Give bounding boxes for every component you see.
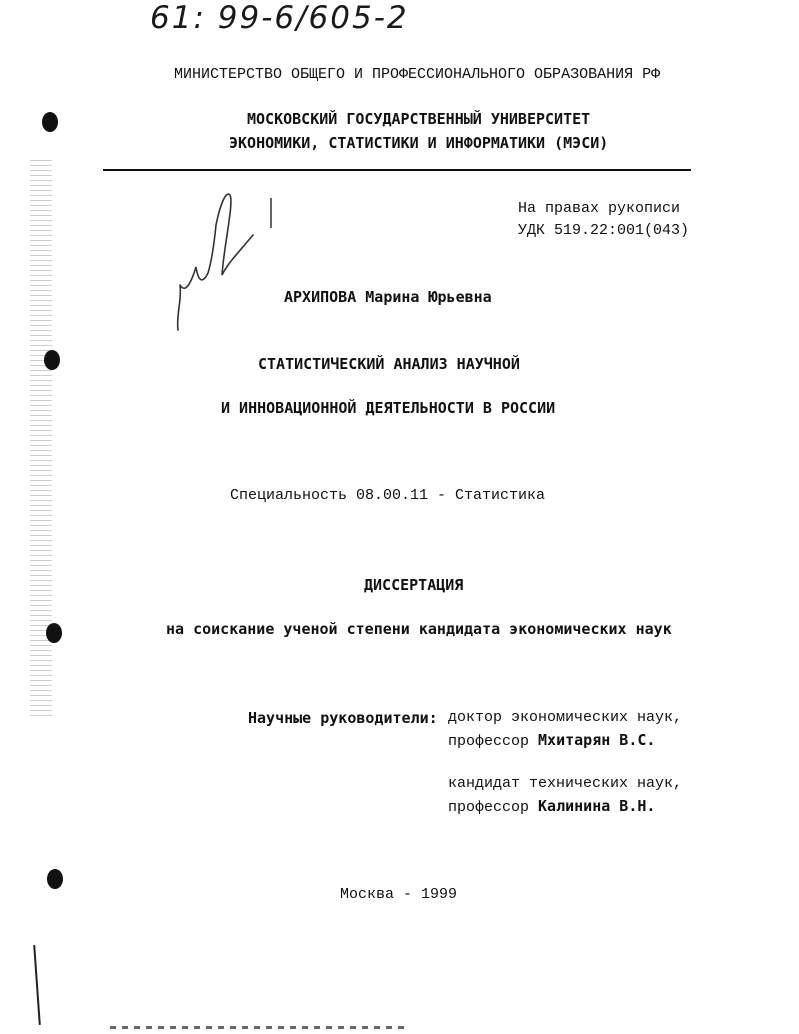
rights-note: На правах рукописи [518, 200, 681, 217]
scan-mark [270, 198, 272, 228]
supervisor-2-name: Калинина В.Н. [538, 797, 656, 815]
scan-bottom-noise [110, 1026, 410, 1029]
supervisor-1-rank: профессор [448, 733, 530, 750]
supervisor-2-title: кандидат технических наук, [448, 775, 683, 792]
header-divider [103, 169, 691, 171]
binding-hole [47, 869, 63, 889]
supervisor-1 [448, 731, 655, 750]
city-year: Москва - 1999 [340, 886, 458, 903]
degree-line: на соискание ученой степени кандидата экономических наук [166, 620, 672, 638]
university-name-line2: ЭКОНОМИКИ, СТАТИСТИКИ И ИНФОРМАТИКИ (МЭСИ) [229, 134, 609, 152]
supervisor-2 [448, 797, 655, 816]
supervisor-1-title: доктор экономических наук, [448, 709, 683, 726]
binding-hole [42, 112, 58, 132]
ministry-name: МИНИСТЕРСТВО ОБЩЕГО И ПРОФЕССИОНАЛЬНОГО ОБРАЗОВАНИЯ РФ [174, 66, 661, 83]
dissertation-title-line1: СТАТИСТИЧЕСКИЙ АНАЛИЗ НАУЧНОЙ [258, 355, 520, 373]
work-type: ДИССЕРТАЦИЯ [364, 576, 464, 594]
scan-edge-line [33, 945, 41, 1025]
udk-code: УДК 519.22:001(043) [518, 222, 690, 239]
supervisor-2-rank: профессор [448, 799, 530, 816]
binding-hole [44, 350, 60, 370]
archive-number: 61: 99-6/605-2 [150, 0, 409, 36]
university-name-line1: МОСКОВСКИЙ ГОСУДАРСТВЕННЫЙ УНИВЕРСИТЕТ [247, 110, 591, 128]
binding-hole [46, 623, 62, 643]
dissertation-title-line2: И ИННОВАЦИОННОЙ ДЕЯТЕЛЬНОСТИ В РОССИИ [221, 399, 556, 417]
supervisor-1-name: Мхитарян В.С. [538, 731, 656, 749]
supervisors-label: Научные руководители: [248, 709, 438, 727]
specialty: Специальность 08.00.11 - Статистика [230, 487, 546, 504]
handwritten-signature [168, 185, 263, 335]
author-name: АРХИПОВА Марина Юрьевна [284, 288, 492, 306]
